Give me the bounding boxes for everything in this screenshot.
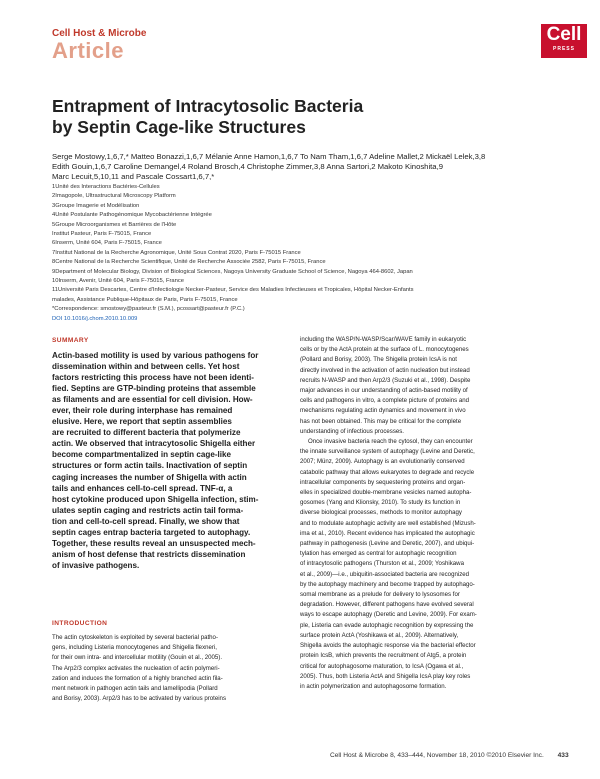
intro-line: The actin cytoskeleton is exploited by several bacterial patho-	[52, 634, 218, 641]
summary-line: ever, their role during interphase has remained	[52, 406, 233, 416]
text-line: pathway in pathogenesis (Levine and Deretic, 2007), and ubiqui-	[300, 540, 475, 548]
affiliation: 9Department of Molecular Biology, Division of Biological Sciences, Nagoya University Graduate School of Science, Nagoya 464-8602, Japan	[52, 268, 413, 275]
intro-line: The Arp2/3 complex activates the nucleation of actin polymeri-	[52, 664, 220, 672]
text-line: ima et al., 2010). Recent evidence has implicated the autophagic	[300, 529, 475, 537]
summary-line: of invasive pathogens.	[52, 560, 140, 570]
intro-line: and Borisy, 2003). Arp2/3 has to be activated by various proteins	[52, 695, 226, 703]
affiliation: Institut Pasteur, Paris F-75015, France	[52, 231, 152, 238]
affiliation: 6Inserm, Unité 604, Paris F-75015, France	[52, 240, 162, 247]
text-line: of intracytosolic pathogens (Thurston et al., 2009; Yoshikawa	[300, 560, 464, 568]
text-line: understanding of infectious processes.	[300, 427, 404, 435]
introduction-text	[52, 633, 280, 704]
introduction-heading: INTRODUCTION	[52, 620, 108, 627]
text-line: gosomes (Yang and Klionsky, 2010). To study its function in	[300, 499, 461, 507]
affiliation: 1Unité des Interactions Bactéries-Cellules	[52, 184, 160, 190]
affiliation: 7Institut National de la Recherche Agronomique, Unité Sous Contrat 2020, Paris F-75015 France	[52, 249, 301, 256]
intro-line: for their own intra- and intercellular motility (Gouin et al., 2005).	[52, 654, 223, 662]
affiliation: 11Université Paris Descartes, Centre d'Infectiologie Necker-Pasteur, Service des Maladies Infectieuses et Tropicales, Hôpital Necker-Enfants	[52, 287, 414, 294]
text-line: Shigella avoids the autophagic response via the bacterial effector	[300, 642, 476, 650]
summary-line: ulates septin caging and restricts actin tail forma-	[52, 505, 244, 515]
text-line: has not been obtained. This may be critical for the complete	[300, 417, 462, 425]
summary-line: elusive. Here, we report that septin assemblies	[52, 417, 232, 427]
text-line: protein IcsB, which prevents the recruitment of Atg5, a protein	[300, 652, 467, 660]
text-line: critical for autophagosome maturation, to IcsA (Ogawa et al.,	[300, 662, 464, 670]
summary-line: dissemination within and between cells. Yet host	[52, 362, 240, 372]
logo-main-text: Cell	[546, 24, 582, 45]
affiliation: 5Groupe Microorganismes et Barrières de l'Hôte	[52, 221, 177, 228]
text-line: ways to escape autophagy (Deretic and Levine, 2009). For exam-	[300, 611, 477, 619]
cell-press-logo	[541, 24, 587, 58]
text-line: diverse biological processes, methods to monitor autophagy	[300, 509, 462, 517]
text-line: elles in specialized double-membrane vesicles named autopha-	[300, 489, 472, 497]
text-line: cells or by the ActA protein at the surface of L. monocytogenes	[300, 346, 469, 354]
text-line: and to modulate autophagic activity are well established (Mizush-	[300, 519, 476, 527]
text-line: intracellular components by sequestering proteins and organ-	[300, 478, 466, 486]
author-line: Marc Lecuit,5,10,11 and Pascale Cossart1,6,7,*	[52, 172, 215, 181]
summary-line: fied. Septins are GTP-binding proteins that assemble	[52, 384, 256, 394]
affiliation: 10Inserm, Avenir, Unité 604, Paris F-75015, France	[52, 278, 185, 285]
text-line: the innate surveillance system of autophagy (Levine and Deretic,	[300, 448, 475, 456]
affiliation: malades, Assistance Publique-Hôpitaux de Paris, Paris F-75015, France	[52, 296, 238, 303]
intro-line: ment network in pathogen actin tails and lamellipodia (Pollard	[52, 685, 218, 693]
title-line: Entrapment of Intracytosolic Bacteria	[52, 96, 364, 116]
affiliation-list	[52, 183, 552, 324]
summary-line: as filaments and are essential for cell division. How-	[52, 395, 253, 405]
text-line: 2005). Thus, both Listeria ActA and Shigella IcsA play key roles	[300, 672, 471, 680]
text-line: catabolic pathway that allows eukaryotes to degrade and recycle	[300, 468, 475, 476]
correspondence[interactable]: *Correspondence: smostowy@pasteur.fr (S.M.), pcossart@pasteur.fr (P.C.)	[52, 306, 245, 313]
text-line: et al., 2009)—i.e., ubiquitin-associated bacteria are recognized	[300, 570, 470, 578]
text-line: recruits N-WASP and then Arp2/3 (Suzuki et al., 1998). Despite	[300, 376, 471, 384]
author-line: Serge Mostowy,1,6,7,* Matteo Bonazzi,1,6,7 Mélanie Anne Hamon,1,6,7 To Nam Tham,1,6,7 Adeline Mallet,2 Mickaël Lelek,3,8	[52, 152, 486, 161]
text-line: by the autophagy machinery and become trapped by autophago-	[300, 580, 475, 588]
title-line: by Septin Cage-like Structures	[52, 117, 306, 137]
intro-line: zation and induces the formation of a highly branched actin fila-	[52, 674, 223, 682]
summary-line: tails and enhances cell-to-cell spread. TNF-α, a	[52, 483, 233, 493]
summary-line: actin. We observed that intracytosolic Shigella either	[52, 439, 256, 449]
paper-title	[52, 96, 552, 138]
journal-name: Cell Host & Microbe	[52, 28, 147, 39]
summary-line: become compartmentalized in septin cage-like	[52, 450, 232, 460]
summary-line: septin cages entrap bacteria targeted to autophagy.	[52, 527, 251, 537]
text-line: somal membrane as a prelude for delivery to lysosomes for	[300, 591, 460, 599]
text-line: degradation. However, different pathogens have evolved several	[300, 601, 474, 609]
section-label: Article	[52, 38, 124, 63]
affiliation: 4Unité Postulante Pathogénomique Mycobactérienne Intégrée	[52, 212, 212, 219]
summary-line: Together, these results reveal an unsuspected mech-	[52, 538, 256, 548]
author-line: Edith Gouin,1,6,7 Caroline Demangel,4 Roland Brosch,4 Christophe Zimmer,3,8 Anna Sartori,2 Makoto Kinoshita,9	[52, 162, 443, 171]
summary-line: factors restricting this process have not been identi-	[52, 373, 254, 383]
text-line: in actin polymerization and autophagosome formation.	[300, 682, 447, 690]
text-line: 2007; Münz, 2009). Autophagy is an evolutionarily conserved	[300, 458, 465, 466]
text-line: tylation has emerged as central for autophagic recognition	[300, 550, 457, 558]
intro-line: gens, including Listeria monocytogenes and Shigella flexneri,	[52, 644, 217, 652]
paragraph	[300, 335, 542, 437]
text-line: cells and pathogens in vitro, a complete picture of proteins and	[300, 397, 470, 405]
summary-line: structures or form actin tails. Inactivation of septin	[52, 461, 248, 471]
summary-text	[52, 350, 280, 571]
right-column-text	[300, 335, 542, 692]
text-line: mechanisms regulating actin dynamics and movement in vivo	[300, 407, 466, 415]
summary-line: caging increases the number of Shigella with actin	[52, 472, 247, 482]
summary-heading: SUMMARY	[52, 337, 89, 344]
summary-line: are recruited to different bacteria that polymerize	[52, 428, 241, 438]
page-footer	[330, 752, 569, 759]
text-line: (Pollard and Borisy, 2003). The Shigella protein IcsA is not	[300, 356, 457, 364]
affiliation: 2Imagopole, Ultrastructural Microscopy Platform	[52, 193, 176, 200]
summary-line: Actin-based motility is used by various pathogens for	[52, 351, 259, 360]
affiliation: 3Groupe Imagerie et Modélisation	[52, 202, 140, 209]
summary-line: anism of host defense that restricts dissemination	[52, 549, 246, 559]
paragraph	[300, 437, 542, 692]
text-line: Once invasive bacteria reach the cytosol, they can encounter	[308, 438, 473, 446]
footer-citation: Cell Host & Microbe 8, 433–444, November 18, 2010 ©2010 Elsevier Inc.	[330, 752, 544, 759]
affiliation: 8Centre National de la Recherche Scientifique, Unité de Recherche Associée 2582, Paris F-75015, France	[52, 259, 326, 266]
logo-sub-text: PRESS	[553, 46, 575, 52]
page-number: 433	[557, 752, 569, 759]
text-line: major advances in our understanding of actin-based motility of	[300, 387, 468, 395]
text-line: surface protein ActA (Yoshikawa et al., 2009). Alternatively,	[300, 631, 459, 639]
author-list	[52, 152, 552, 182]
summary-line: host cytokine produced upon Shigella infection, stim-	[52, 494, 259, 504]
text-line: including the WASP/N-WASP/Scar/WAVE family in eukaryotic	[300, 336, 467, 343]
text-line: directly involved in the activation of actin nucleation but instead	[300, 366, 470, 374]
text-line: ple, Listeria can evade autophagic recognition by expressing the	[300, 621, 474, 629]
doi-link[interactable]: DOI 10.1016/j.chom.2010.10.009	[52, 315, 138, 322]
summary-line: tion and cell-to-cell spread. Finally, we show that	[52, 516, 240, 526]
